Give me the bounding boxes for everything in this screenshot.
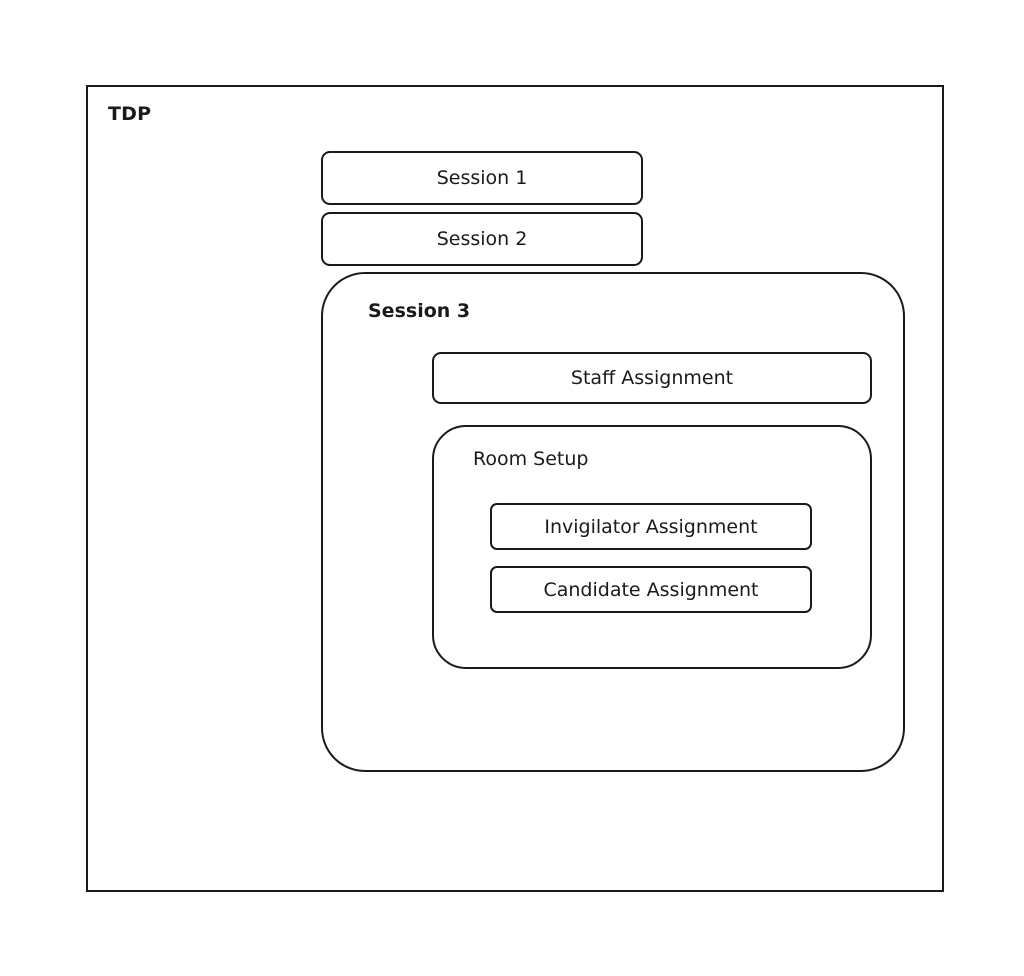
- invigilator-assignment-node[interactable]: [490, 503, 812, 550]
- session-1-label: Session 1: [436, 167, 528, 189]
- session-3-label: Session 3: [368, 300, 471, 322]
- session-2-node[interactable]: [321, 212, 643, 266]
- session-2-label: Session 2: [436, 228, 528, 250]
- invigilator-assignment-label: Invigilator Assignment: [544, 515, 758, 538]
- staff-assignment-node[interactable]: [432, 352, 872, 404]
- staff-assignment-label: Staff Assignment: [570, 367, 734, 389]
- session-1-node[interactable]: [321, 151, 643, 205]
- candidate-assignment-label: Candidate Assignment: [543, 578, 759, 601]
- room-setup-label: Room Setup: [473, 448, 589, 470]
- candidate-assignment-node[interactable]: [490, 566, 812, 613]
- tdp-label: TDP: [108, 103, 152, 125]
